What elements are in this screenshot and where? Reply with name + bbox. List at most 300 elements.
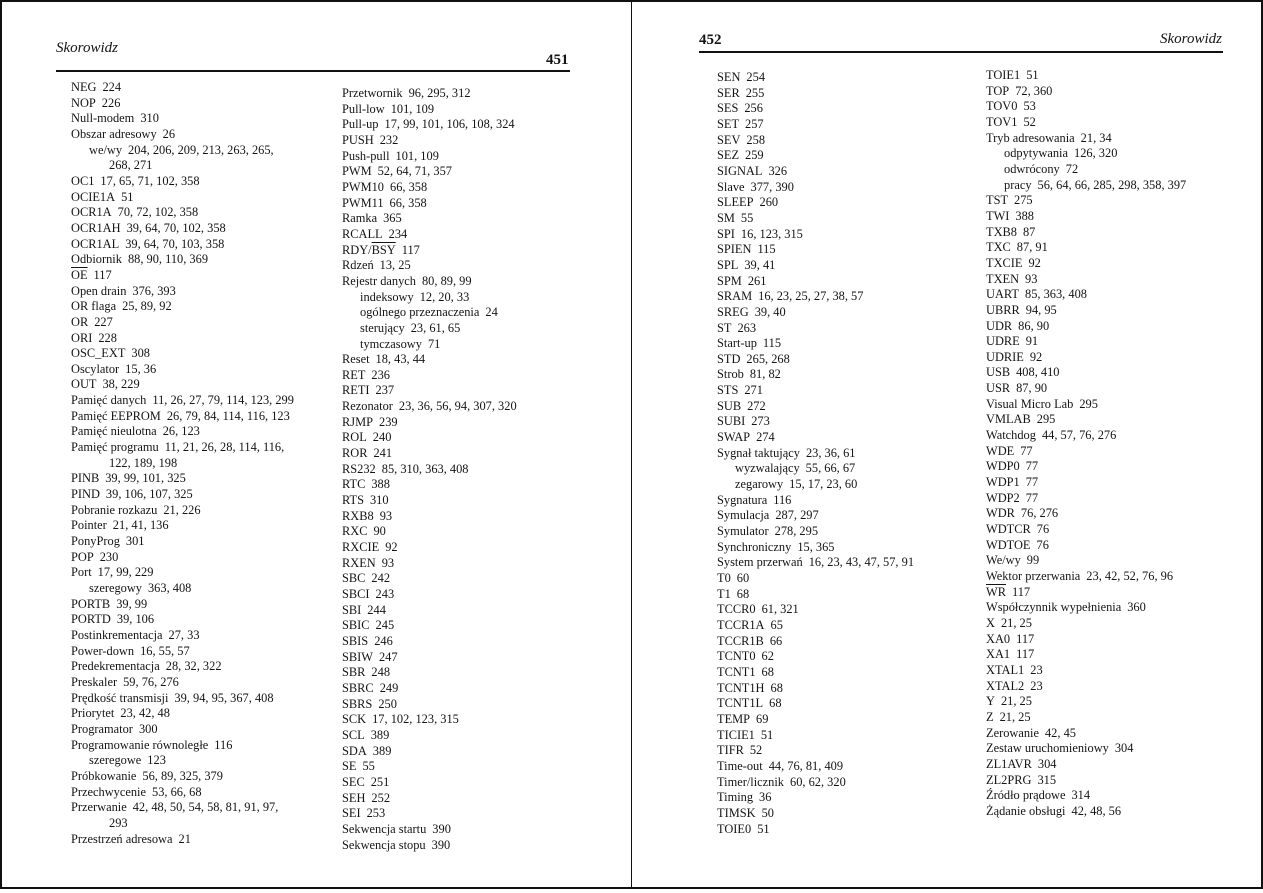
index-term: Sekwencja startu	[342, 821, 427, 836]
index-term: STD	[717, 351, 741, 366]
index-page-refs: 204, 206, 209, 213, 263, 265,	[128, 142, 274, 157]
index-page-refs: 227	[94, 314, 113, 329]
index-term: Pointer	[71, 518, 107, 533]
index-entry	[717, 602, 977, 618]
index-page-refs: 224	[102, 80, 122, 94]
index-term: TCCR1A	[717, 617, 765, 632]
index-page-refs: 389	[372, 743, 392, 758]
index-page-refs: 274	[756, 430, 775, 445]
index-page-refs: 16, 123, 315	[740, 226, 803, 241]
index-page-refs: 92	[1028, 255, 1041, 270]
index-page-refs: 92	[1029, 349, 1043, 364]
index-page-refs: 56, 64, 66, 285, 298, 358, 397	[1037, 177, 1187, 192]
index-entry	[986, 84, 1256, 100]
index-page-refs: 68	[769, 696, 782, 711]
index-entry	[71, 644, 336, 660]
index-entry	[986, 506, 1256, 522]
index-page-refs: 376, 393	[132, 283, 176, 298]
index-page-refs: 11, 21, 26, 28, 114, 116,	[164, 440, 285, 455]
index-entry	[71, 331, 336, 347]
index-term: WDP0	[986, 459, 1020, 474]
index-page-refs: 17, 102, 123, 315	[372, 712, 459, 727]
index-term: ROR	[342, 446, 368, 461]
index-entry	[71, 628, 336, 644]
index-term: ORI	[71, 330, 93, 345]
index-entry	[71, 769, 336, 785]
index-page-refs: 39, 64, 70, 102, 358	[126, 220, 226, 235]
index-page-refs: 76	[1036, 522, 1050, 537]
index-entry	[342, 227, 582, 243]
left-page	[0, 0, 632, 889]
index-page-refs: 44, 57, 76, 276	[1041, 428, 1117, 443]
index-page-refs: 256	[744, 101, 763, 116]
index-entry	[717, 367, 977, 383]
index-entry	[986, 569, 1256, 585]
index-term: Sygnał taktujący	[717, 445, 800, 460]
index-entry	[986, 553, 1256, 569]
index-entry	[717, 493, 977, 509]
index-page-refs: 92	[385, 540, 398, 555]
index-term: $\overline{WR}$	[986, 584, 1006, 599]
index-entry	[342, 337, 582, 353]
index-entry	[71, 237, 336, 253]
index-page-refs: 388	[1015, 208, 1034, 223]
index-column-1	[717, 70, 977, 837]
index-entry	[342, 806, 582, 822]
index-term: SDA	[342, 743, 367, 758]
index-term: szeregowy	[89, 581, 142, 595]
index-entry	[342, 509, 582, 525]
index-page-refs: 77	[1025, 490, 1039, 505]
index-term: Priorytet	[71, 706, 115, 721]
index-page-refs: 408, 410	[1016, 365, 1060, 380]
index-entry	[717, 336, 977, 352]
index-page-refs: 88, 90, 110, 369	[127, 252, 209, 267]
index-entry	[717, 681, 977, 697]
index-term: Predekrementacja	[71, 659, 160, 674]
index-page-refs: 52	[1023, 114, 1036, 129]
index-entry	[986, 538, 1256, 554]
index-term: wyzwalający	[735, 461, 800, 476]
index-entry	[342, 791, 582, 807]
index-term: SREG	[717, 304, 749, 319]
index-page-refs: 23	[1030, 678, 1043, 693]
index-term: SBR	[342, 665, 366, 680]
index-term: PWM	[342, 164, 372, 179]
index-page-refs: 55	[740, 210, 754, 225]
index-term: Time-out	[717, 758, 763, 773]
index-page-refs: 39, 64, 70, 103, 358	[125, 236, 225, 251]
index-page-refs: 76, 276	[1020, 506, 1059, 521]
index-term: PORTB	[71, 596, 111, 611]
index-page-refs: 243	[375, 587, 395, 601]
index-page-refs: 65	[770, 617, 783, 632]
index-term: UBRR	[986, 302, 1020, 317]
index-page-refs: 80, 89, 99	[421, 273, 472, 288]
index-entry	[717, 540, 977, 556]
index-page-refs: 39, 106, 107, 325	[105, 487, 193, 502]
index-page-refs: 260	[759, 195, 779, 210]
index-page-refs: 21, 226	[163, 502, 201, 517]
index-entry	[342, 196, 582, 212]
index-term: WDTOE	[986, 537, 1031, 552]
index-entry	[986, 350, 1256, 366]
index-page-refs: 21, 25	[999, 709, 1031, 724]
right-page	[631, 0, 1263, 889]
index-page-refs: 241	[373, 446, 393, 461]
index-page-refs: 365	[383, 211, 402, 226]
index-page-refs: 39, 99	[116, 596, 148, 611]
index-entry	[342, 446, 582, 462]
page-number: 451	[546, 52, 569, 68]
index-entry	[71, 127, 336, 143]
index-entry	[986, 162, 1256, 178]
index-term: OC1	[71, 173, 95, 188]
index-term: Open drain	[71, 283, 127, 298]
index-term: SEC	[342, 774, 365, 789]
index-entry	[71, 158, 336, 174]
index-entry	[986, 225, 1256, 241]
index-entry	[986, 459, 1256, 475]
index-page-refs: 388	[371, 477, 390, 492]
index-page-refs: 242	[371, 571, 391, 586]
index-term: Pamięć danych	[71, 393, 147, 408]
index-page-refs: 237	[375, 383, 395, 398]
index-entry	[986, 319, 1256, 335]
index-entry	[342, 368, 582, 384]
index-term: Sygnatura	[717, 492, 768, 507]
index-entry	[71, 143, 336, 159]
index-page-refs: 226	[101, 95, 121, 110]
index-page-refs: 90	[373, 524, 386, 539]
index-page-refs: 52	[749, 743, 763, 758]
index-page-refs: 23, 61, 65	[410, 320, 461, 335]
index-page-refs: 377, 390	[750, 179, 794, 194]
index-page-refs: 116	[214, 737, 233, 752]
index-entry	[986, 256, 1256, 272]
index-term: SBIC	[342, 618, 370, 633]
index-page-refs: 278, 295	[774, 524, 819, 539]
index-entry	[342, 86, 582, 102]
index-term: Timer/licznik	[717, 774, 784, 789]
index-entry	[71, 393, 336, 409]
index-entry	[71, 377, 336, 393]
index-term: OR flaga	[71, 299, 117, 314]
index-term: Pamięć programu	[71, 440, 159, 455]
index-entry	[986, 146, 1256, 162]
index-term: SBCI	[342, 587, 370, 601]
index-page-refs: 87	[1022, 224, 1036, 239]
index-term: Wektor przerwania	[986, 569, 1081, 583]
index-term: SES	[717, 101, 739, 116]
index-entry	[717, 180, 977, 196]
index-term: RXB8	[342, 508, 374, 523]
index-term: WDTCR	[986, 522, 1031, 537]
index-entry	[986, 679, 1256, 695]
index-page-refs: 72	[1065, 161, 1079, 176]
index-page-refs: 21, 34	[1080, 130, 1112, 145]
index-page-refs: 96, 295, 312	[408, 86, 471, 100]
index-page-refs: 389	[370, 727, 390, 742]
index-term: Współczynnik wypełnienia	[986, 600, 1122, 615]
index-entry	[717, 508, 977, 524]
index-page-refs: 68	[736, 586, 750, 601]
index-entry	[71, 346, 336, 362]
index-page-refs: 28, 32, 322	[165, 659, 222, 674]
index-entry	[717, 133, 977, 149]
index-entry	[986, 334, 1256, 350]
index-term: PonyProg	[71, 534, 120, 549]
index-term: Prędkość transmisji	[71, 690, 169, 705]
index-term: SEI	[342, 806, 361, 821]
index-term: PORTD	[71, 612, 111, 627]
index-page-refs: 258	[746, 132, 766, 147]
index-entry	[71, 456, 336, 472]
index-entry	[342, 102, 582, 118]
index-term: Y	[986, 694, 995, 709]
index-term: Przetwornik	[342, 86, 403, 100]
index-entry	[342, 462, 582, 478]
index-term: TST	[986, 193, 1009, 208]
index-entry	[71, 816, 336, 832]
index-page-refs: 55, 66, 67	[805, 461, 856, 476]
index-page-refs: 23, 36, 61	[805, 445, 856, 460]
index-entry	[717, 649, 977, 665]
index-page-refs: 39, 40	[754, 304, 786, 319]
index-term: TIMSK	[717, 805, 756, 820]
index-term: TCNT1L	[717, 696, 764, 711]
index-entry	[986, 412, 1256, 428]
index-term: sterujący	[360, 320, 405, 335]
index-entry	[986, 178, 1256, 194]
index-entry	[71, 424, 336, 440]
index-page-refs: 15, 17, 23, 60	[789, 477, 858, 492]
index-page-refs: 77	[1025, 459, 1039, 474]
index-page-refs: 117	[1011, 584, 1031, 599]
index-entry	[342, 759, 582, 775]
index-page-refs: 77	[1020, 443, 1033, 458]
index-page-refs: 11, 26, 27, 79, 114, 123, 299	[152, 393, 294, 408]
index-entry	[71, 785, 336, 801]
index-page-refs: 23, 42, 52, 76, 96	[1086, 569, 1174, 583]
index-entry	[986, 647, 1256, 663]
index-entry	[71, 111, 336, 127]
index-page-refs: 36	[759, 790, 772, 805]
index-entry	[71, 268, 336, 284]
index-entry	[71, 738, 336, 754]
index-term: XA1	[986, 647, 1011, 662]
index-page-refs: 15, 365	[797, 539, 835, 554]
index-page-refs: 51	[121, 189, 134, 204]
index-page-refs: 85, 363, 408	[1025, 287, 1087, 302]
index-entry	[717, 211, 977, 227]
index-page-refs: 55	[362, 759, 375, 774]
index-page-refs: 50	[761, 805, 774, 820]
index-entry	[717, 571, 977, 587]
index-entry	[986, 616, 1256, 632]
index-term: SLEEP	[717, 195, 754, 210]
index-term: SRAM	[717, 289, 753, 304]
index-entry	[717, 743, 977, 759]
index-entry	[986, 788, 1256, 804]
index-term: ZL2PRG	[986, 772, 1032, 787]
index-entry	[71, 190, 336, 206]
index-term: RTC	[342, 477, 366, 492]
index-term: Slave	[717, 179, 745, 194]
header-rule	[699, 51, 1223, 53]
index-term: Strob	[717, 367, 744, 382]
index-entry	[71, 80, 336, 96]
index-page-refs: 126, 320	[1074, 146, 1118, 161]
index-term: Pull-low	[342, 101, 385, 116]
index-term: PUSH	[342, 132, 374, 147]
index-page-refs: 66, 358	[389, 195, 427, 210]
page-number: 452	[699, 32, 722, 48]
index-entry	[717, 383, 977, 399]
index-entry	[717, 430, 977, 446]
index-term: POP	[71, 549, 94, 564]
index-entry	[342, 117, 582, 133]
index-term: Pobranie rozkazu	[71, 502, 158, 517]
index-term: Zestaw uruchomieniowy	[986, 741, 1109, 756]
index-page-refs: 250	[378, 696, 397, 711]
index-page-refs: 94, 95	[1025, 302, 1057, 317]
index-term: SUBI	[717, 414, 746, 429]
index-entry	[986, 428, 1256, 444]
index-entry	[342, 133, 582, 149]
index-entry	[986, 240, 1256, 256]
index-term: VMLAB	[986, 412, 1031, 427]
index-page-refs: 295	[1079, 396, 1098, 411]
index-entry	[986, 491, 1256, 507]
index-page-refs: 56, 89, 325, 379	[142, 768, 223, 783]
index-entry	[71, 550, 336, 566]
index-entry	[71, 315, 336, 331]
index-page-refs: 275	[1014, 193, 1033, 208]
index-term: UDR	[986, 318, 1013, 333]
index-entry	[717, 289, 977, 305]
index-page-refs: 304	[1037, 756, 1057, 771]
index-page-refs: 234	[388, 226, 408, 241]
index-page-refs: 72, 360	[1015, 83, 1053, 98]
index-term: ST	[717, 320, 732, 335]
index-entry	[342, 556, 582, 572]
index-page-refs: 81, 82	[749, 367, 781, 382]
index-page-refs: 101, 109	[390, 101, 435, 116]
index-entry	[342, 822, 582, 838]
index-entry	[986, 444, 1256, 460]
index-term: RET	[342, 367, 366, 382]
index-term: WDE	[986, 443, 1015, 458]
index-column-1	[71, 80, 336, 847]
index-term: Null-modem	[71, 111, 135, 126]
index-entry	[342, 180, 582, 196]
index-entry	[342, 540, 582, 556]
index-entry	[71, 612, 336, 628]
index-term-overline: $\overline{BSY}$	[371, 242, 396, 257]
index-entry	[71, 659, 336, 675]
index-page-refs: 115	[757, 242, 776, 257]
index-term: we/wy	[89, 142, 123, 157]
index-page-refs: 53	[1023, 99, 1036, 114]
index-page-refs: 272	[747, 398, 766, 413]
index-entry	[342, 399, 582, 415]
index-page-refs: 261	[747, 273, 767, 288]
index-page-refs: 123	[147, 753, 166, 768]
index-page-refs: 76	[1036, 537, 1049, 552]
index-term: Symulacja	[717, 508, 770, 523]
index-entry	[71, 409, 336, 425]
index-page-refs: 295	[1036, 412, 1056, 427]
index-term: XTAL2	[986, 678, 1025, 693]
index-entry	[986, 303, 1256, 319]
index-term: TOIE1	[986, 68, 1021, 82]
index-term: Próbkowanie	[71, 768, 137, 783]
index-page-refs: 26	[162, 126, 176, 141]
index-page-refs: 304	[1114, 741, 1134, 756]
index-term: UDRE	[986, 334, 1020, 349]
index-term: SBC	[342, 571, 366, 586]
index-entry	[71, 440, 336, 456]
index-term: SEZ	[717, 148, 740, 163]
index-entry	[71, 722, 336, 738]
index-term: OCR1AH	[71, 220, 121, 235]
index-entry	[986, 381, 1256, 397]
index-term: SEH	[342, 790, 366, 805]
index-term: WDP2	[986, 490, 1020, 505]
index-entry	[71, 691, 336, 707]
index-entry	[342, 383, 582, 399]
index-page-refs: 51	[760, 727, 774, 742]
index-term: TXC	[986, 240, 1011, 255]
index-page-refs: 93	[381, 555, 395, 570]
index-term: OCR1A	[71, 205, 112, 220]
index-page-refs: 26, 79, 84, 114, 116, 123	[166, 408, 290, 423]
index-term: NEG	[71, 80, 97, 94]
index-entry	[986, 710, 1256, 726]
index-page-refs: 310	[140, 111, 159, 126]
index-entry	[717, 665, 977, 681]
index-page-refs: 287, 297	[775, 508, 819, 523]
index-entry	[71, 832, 336, 848]
index-page-refs: 68	[770, 680, 783, 695]
index-page-refs: 12, 20, 33	[419, 289, 470, 304]
index-page-refs: 21, 25	[1000, 694, 1032, 709]
index-page-refs: 26, 123	[162, 424, 200, 439]
index-term: Visual Micro Lab	[986, 396, 1074, 411]
index-entry	[342, 587, 582, 603]
index-page-refs: 60, 62, 320	[790, 774, 846, 789]
index-term: TOIE0	[717, 821, 752, 836]
index-term: indeksowy	[360, 289, 414, 304]
index-term: XTAL1	[986, 662, 1025, 677]
index-term: SE	[342, 759, 357, 774]
index-page-refs: 300	[138, 721, 158, 736]
index-entry	[342, 149, 582, 165]
index-term: TCNT1	[717, 664, 756, 679]
index-entry	[986, 272, 1256, 288]
index-entry	[342, 211, 582, 227]
index-column-2	[986, 68, 1256, 820]
index-term: RXEN	[342, 555, 376, 570]
index-term: PWM11	[342, 195, 384, 210]
index-page-refs: 44, 76, 81, 409	[768, 758, 844, 773]
index-entry	[717, 524, 977, 540]
index-entry	[717, 399, 977, 415]
index-page-refs: 255	[745, 85, 765, 100]
index-entry	[717, 446, 977, 462]
index-term: TXEN	[986, 271, 1020, 286]
